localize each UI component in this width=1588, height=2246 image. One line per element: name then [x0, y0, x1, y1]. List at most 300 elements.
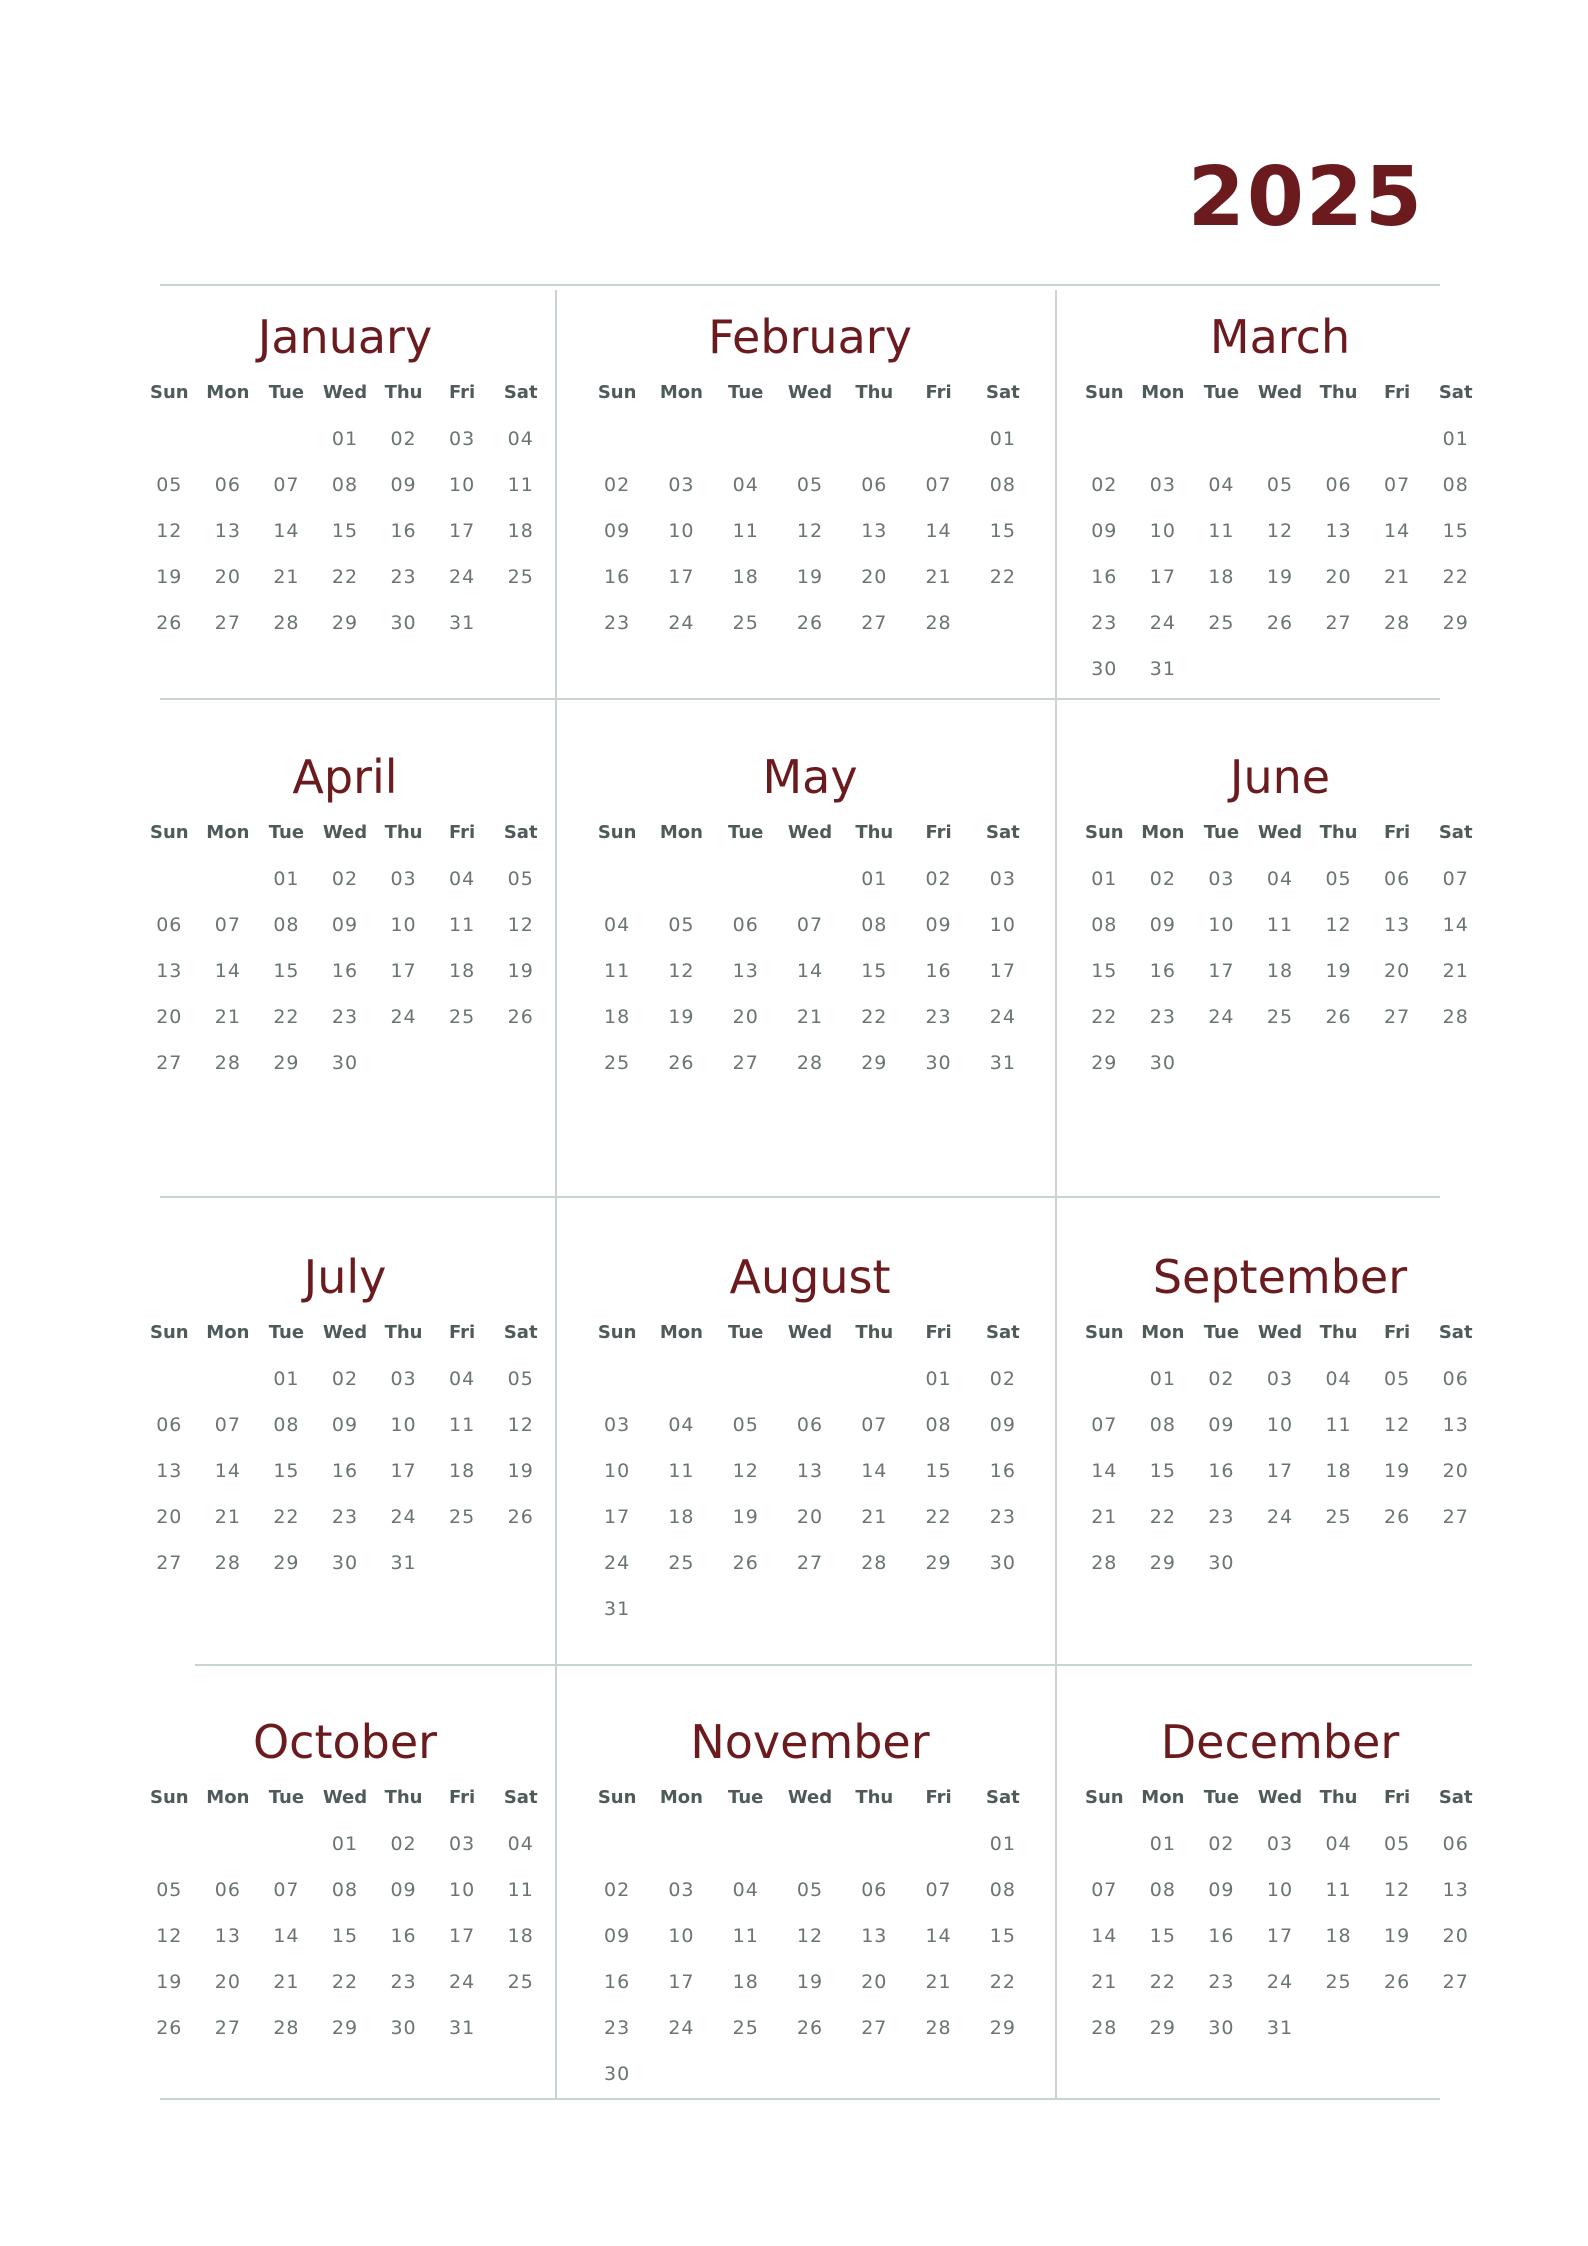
day-cell: 09 — [331, 914, 359, 936]
weekday-header — [1075, 1787, 1485, 1808]
day-cell: 02 — [331, 868, 359, 890]
day-cell: 26 — [1266, 612, 1294, 634]
day-cell: 18 — [668, 1506, 695, 1528]
day-cell: 06 — [214, 1879, 241, 1901]
day-cell: 29 — [1442, 612, 1469, 634]
weekday-label: Mon — [206, 822, 250, 843]
day-cell: 02 — [604, 474, 631, 496]
day-cell: 16 — [390, 1925, 417, 1947]
day-cell: 03 — [989, 868, 1016, 890]
weekday-label: Sun — [1084, 382, 1124, 403]
day-cell: 04 — [449, 868, 476, 890]
day-cell: 26 — [796, 612, 824, 634]
day-cell: 28 — [796, 1052, 824, 1074]
day-cell: 13 — [732, 960, 759, 982]
day-cell: 06 — [156, 1414, 183, 1436]
day-cell: 13 — [796, 1460, 824, 1482]
day-cell: 22 — [1091, 1006, 1118, 1028]
day-cell: 12 — [507, 1414, 534, 1436]
day-cell: 21 — [925, 1971, 952, 1993]
day-cell: 23 — [331, 1506, 359, 1528]
day-cell: 06 — [1442, 1368, 1469, 1390]
day-cell: 14 — [214, 1460, 241, 1482]
empty-cell — [778, 428, 842, 450]
weekday-label: Sun — [597, 1322, 637, 1343]
day-cell: 02 — [989, 1368, 1016, 1390]
day-cell: 04 — [1325, 1833, 1352, 1855]
weekday-label: Thu — [855, 1787, 894, 1808]
day-cell: 09 — [1208, 1879, 1235, 1901]
empty-cell — [649, 1833, 713, 1855]
day-cell: 05 — [796, 474, 824, 496]
day-cell: 04 — [732, 474, 759, 496]
day-cell: 11 — [449, 914, 476, 936]
day-cell: 23 — [1091, 612, 1118, 634]
day-cell: 01 — [273, 1368, 300, 1390]
day-cell: 18 — [449, 1460, 476, 1482]
day-cell: 02 — [1149, 868, 1176, 890]
day-cell: 24 — [390, 1506, 417, 1528]
weekday-label: Mon — [659, 1322, 703, 1343]
weekday-label: Sat — [503, 1322, 538, 1343]
empty-cell — [906, 428, 970, 450]
weekday-label: Tue — [1203, 1322, 1240, 1343]
day-cell: 08 — [331, 474, 359, 496]
weekday-label: Fri — [449, 1787, 476, 1808]
day-cell: 05 — [1384, 1833, 1411, 1855]
day-cell: 13 — [1384, 914, 1411, 936]
empty-cell — [778, 868, 842, 890]
day-cell: 07 — [273, 1879, 300, 1901]
weekday-label: Thu — [1319, 822, 1358, 843]
weekday-label: Mon — [1141, 822, 1185, 843]
day-cell: 17 — [1208, 960, 1235, 982]
day-cell: 11 — [668, 1460, 695, 1482]
day-cell: 06 — [861, 474, 888, 496]
divider-row-2 — [160, 1196, 1440, 1198]
day-cell: 24 — [604, 1552, 631, 1574]
divider-row-3 — [195, 1664, 1472, 1666]
day-cell: 02 — [390, 1833, 417, 1855]
day-cell: 29 — [1149, 1552, 1176, 1574]
weekday-label: Thu — [1319, 1787, 1358, 1808]
day-cell: 21 — [1384, 566, 1411, 588]
day-cell: 21 — [925, 566, 952, 588]
day-cell: 01 — [331, 428, 359, 450]
day-cell: 25 — [449, 1006, 476, 1028]
weekday-label: Sat — [985, 382, 1020, 403]
day-cell: 23 — [925, 1006, 952, 1028]
day-cell: 09 — [1091, 520, 1118, 542]
day-grid — [140, 868, 550, 1074]
day-cell: 09 — [604, 520, 631, 542]
day-cell: 30 — [390, 2017, 417, 2039]
day-cell: 17 — [390, 960, 417, 982]
day-cell: 23 — [989, 1506, 1016, 1528]
day-cell: 11 — [732, 520, 759, 542]
day-cell: 17 — [989, 960, 1016, 982]
day-cell: 06 — [861, 1879, 888, 1901]
day-cell: 01 — [861, 868, 888, 890]
empty-cell — [585, 1368, 649, 1390]
day-cell: 22 — [861, 1006, 888, 1028]
weekday-label: Fri — [449, 1322, 476, 1343]
day-cell: 21 — [273, 1971, 300, 1993]
day-cell: 10 — [449, 474, 476, 496]
day-cell: 28 — [214, 1052, 241, 1074]
day-cell: 12 — [156, 1925, 183, 1947]
day-cell: 25 — [732, 612, 759, 634]
day-cell: 22 — [989, 566, 1016, 588]
day-cell: 13 — [214, 520, 241, 542]
day-cell: 17 — [1149, 566, 1176, 588]
day-cell: 30 — [1091, 658, 1118, 680]
weekday-label: Wed — [787, 1787, 833, 1808]
day-grid — [140, 428, 550, 634]
empty-cell — [842, 1833, 906, 1855]
month-september — [1075, 1240, 1485, 1620]
day-cell: 16 — [1149, 960, 1176, 982]
day-cell: 03 — [1266, 1368, 1294, 1390]
day-cell: 08 — [861, 914, 888, 936]
day-cell: 23 — [1149, 1006, 1176, 1028]
day-cell: 04 — [668, 1414, 695, 1436]
day-cell: 07 — [1091, 1879, 1118, 1901]
day-cell: 09 — [1208, 1414, 1235, 1436]
day-cell: 28 — [1442, 1006, 1469, 1028]
day-cell: 30 — [1208, 1552, 1235, 1574]
day-cell: 19 — [1266, 566, 1294, 588]
day-cell: 16 — [1208, 1460, 1235, 1482]
weekday-label: Mon — [1141, 1322, 1185, 1343]
weekday-label: Sat — [1438, 1787, 1473, 1808]
weekday-label: Mon — [206, 1787, 250, 1808]
day-cell: 09 — [390, 474, 417, 496]
day-cell: 19 — [156, 566, 183, 588]
day-cell: 20 — [1325, 566, 1352, 588]
empty-cell — [140, 868, 199, 890]
weekday-label: Sun — [1084, 1322, 1124, 1343]
day-cell: 03 — [604, 1414, 631, 1436]
day-cell: 10 — [1266, 1879, 1294, 1901]
day-cell: 25 — [604, 1052, 631, 1074]
day-cell: 08 — [273, 1414, 300, 1436]
day-cell: 24 — [1266, 1506, 1294, 1528]
day-cell: 11 — [507, 474, 534, 496]
weekday-label: Fri — [449, 822, 476, 843]
day-cell: 19 — [1384, 1460, 1411, 1482]
day-cell: 11 — [604, 960, 631, 982]
day-cell: 30 — [390, 612, 417, 634]
day-cell: 17 — [668, 1971, 695, 1993]
weekday-label: Wed — [1257, 382, 1303, 403]
day-cell: 20 — [214, 1971, 241, 1993]
day-cell: 31 — [449, 612, 476, 634]
weekday-label: Mon — [659, 382, 703, 403]
day-cell: 01 — [273, 868, 300, 890]
empty-cell — [257, 1833, 316, 1855]
day-cell: 01 — [989, 428, 1016, 450]
day-cell: 08 — [989, 1879, 1016, 1901]
day-cell: 28 — [925, 2017, 952, 2039]
day-cell: 11 — [1325, 1414, 1352, 1436]
day-cell: 13 — [156, 1460, 183, 1482]
empty-cell — [1075, 1368, 1134, 1390]
day-cell: 15 — [989, 520, 1016, 542]
day-cell: 05 — [1384, 1368, 1411, 1390]
day-cell: 12 — [1384, 1879, 1411, 1901]
day-grid — [140, 1833, 550, 2039]
weekday-header — [585, 1322, 1035, 1343]
day-cell: 05 — [732, 1414, 759, 1436]
empty-cell — [585, 868, 649, 890]
weekday-label: Thu — [384, 1322, 423, 1343]
day-cell: 15 — [273, 960, 300, 982]
empty-cell — [585, 428, 649, 450]
day-cell: 17 — [449, 520, 476, 542]
day-cell: 24 — [989, 1006, 1016, 1028]
day-cell: 11 — [1325, 1879, 1352, 1901]
weekday-label: Tue — [268, 1322, 305, 1343]
day-cell: 13 — [861, 520, 888, 542]
empty-cell — [199, 1833, 258, 1855]
day-cell: 01 — [1149, 1833, 1176, 1855]
month-name: February — [708, 310, 912, 364]
weekday-label: Tue — [268, 822, 305, 843]
weekday-header — [1075, 1322, 1485, 1343]
day-cell: 15 — [925, 1460, 952, 1482]
day-cell: 26 — [156, 612, 183, 634]
day-cell: 19 — [507, 960, 534, 982]
day-cell: 06 — [156, 914, 183, 936]
day-cell: 12 — [156, 520, 183, 542]
day-cell: 27 — [1442, 1506, 1469, 1528]
weekday-label: Sat — [503, 1787, 538, 1808]
day-cell: 08 — [273, 914, 300, 936]
day-grid — [1075, 1833, 1485, 2039]
day-cell: 17 — [604, 1506, 631, 1528]
day-cell: 16 — [331, 960, 359, 982]
day-cell: 14 — [925, 1925, 952, 1947]
day-cell: 08 — [1091, 914, 1118, 936]
day-cell: 15 — [861, 960, 888, 982]
day-cell: 18 — [732, 566, 759, 588]
day-cell: 20 — [214, 566, 241, 588]
day-cell: 05 — [1325, 868, 1352, 890]
day-cell: 07 — [273, 474, 300, 496]
day-cell: 27 — [1442, 1971, 1469, 1993]
day-cell: 13 — [1442, 1879, 1469, 1901]
day-cell: 14 — [1384, 520, 1411, 542]
day-cell: 05 — [507, 1368, 534, 1390]
month-name: March — [1209, 310, 1351, 364]
day-cell: 10 — [989, 914, 1016, 936]
day-cell: 10 — [604, 1460, 631, 1482]
day-cell: 29 — [331, 2017, 359, 2039]
day-cell: 29 — [861, 1052, 888, 1074]
day-cell: 31 — [390, 1552, 417, 1574]
day-cell: 15 — [1091, 960, 1118, 982]
day-cell: 04 — [507, 428, 534, 450]
day-cell: 31 — [604, 1598, 631, 1620]
day-cell: 16 — [390, 520, 417, 542]
day-cell: 25 — [668, 1552, 695, 1574]
weekday-label: Wed — [322, 1787, 368, 1808]
divider-top — [160, 284, 1440, 286]
weekday-label: Sun — [1084, 1787, 1124, 1808]
day-cell: 26 — [1384, 1971, 1411, 1993]
weekday-label: Sun — [149, 382, 189, 403]
day-cell: 17 — [668, 566, 695, 588]
empty-cell — [778, 1833, 842, 1855]
weekday-label: Sat — [985, 1787, 1020, 1808]
day-cell: 13 — [861, 1925, 888, 1947]
day-cell: 07 — [1091, 1414, 1118, 1436]
weekday-label: Sun — [1084, 822, 1124, 843]
day-cell: 25 — [732, 2017, 759, 2039]
day-cell: 17 — [1266, 1925, 1294, 1947]
day-cell: 15 — [1442, 520, 1469, 542]
empty-cell — [1368, 428, 1427, 450]
weekday-header — [585, 1787, 1035, 1808]
weekday-label: Sat — [985, 822, 1020, 843]
day-cell: 01 — [1149, 1368, 1176, 1390]
empty-cell — [714, 868, 778, 890]
day-cell: 29 — [273, 1552, 300, 1574]
day-cell: 04 — [1208, 474, 1235, 496]
weekday-header — [1075, 822, 1485, 843]
day-cell: 18 — [1208, 566, 1235, 588]
day-cell: 26 — [1325, 1006, 1352, 1028]
day-cell: 30 — [925, 1052, 952, 1074]
day-cell: 14 — [1091, 1460, 1118, 1482]
day-cell: 06 — [1325, 474, 1352, 496]
weekday-label: Tue — [268, 382, 305, 403]
weekday-label: Wed — [322, 382, 368, 403]
day-cell: 02 — [1208, 1368, 1235, 1390]
weekday-header — [1075, 382, 1485, 403]
day-cell: 27 — [156, 1052, 183, 1074]
day-cell: 22 — [1442, 566, 1469, 588]
day-cell: 06 — [732, 914, 759, 936]
day-cell: 30 — [989, 1552, 1016, 1574]
day-cell: 12 — [1266, 520, 1294, 542]
day-cell: 12 — [796, 1925, 824, 1947]
day-cell: 20 — [156, 1506, 183, 1528]
day-cell: 19 — [796, 566, 824, 588]
day-cell: 13 — [156, 960, 183, 982]
day-cell: 24 — [390, 1006, 417, 1028]
day-cell: 21 — [861, 1506, 888, 1528]
weekday-label: Thu — [855, 382, 894, 403]
day-cell: 03 — [390, 868, 417, 890]
day-cell: 19 — [668, 1006, 695, 1028]
month-name: November — [690, 1715, 930, 1769]
day-cell: 22 — [1149, 1971, 1176, 1993]
month-january — [140, 300, 550, 680]
day-cell: 08 — [1442, 474, 1469, 496]
weekday-label: Sat — [503, 822, 538, 843]
day-cell: 15 — [273, 1460, 300, 1482]
day-cell: 29 — [989, 2017, 1016, 2039]
day-cell: 17 — [390, 1460, 417, 1482]
day-cell: 31 — [449, 2017, 476, 2039]
day-cell: 03 — [1208, 868, 1235, 890]
day-cell: 19 — [156, 1971, 183, 1993]
day-cell: 01 — [331, 1833, 359, 1855]
day-cell: 20 — [861, 566, 888, 588]
day-cell: 26 — [796, 2017, 824, 2039]
empty-cell — [649, 428, 713, 450]
day-cell: 07 — [925, 474, 952, 496]
day-cell: 25 — [1325, 1506, 1352, 1528]
day-cell: 23 — [604, 612, 631, 634]
day-cell: 22 — [273, 1006, 300, 1028]
day-cell: 20 — [156, 1006, 183, 1028]
day-cell: 27 — [796, 1552, 824, 1574]
day-cell: 24 — [1149, 612, 1176, 634]
day-cell: 26 — [507, 1506, 534, 1528]
day-cell: 07 — [1384, 474, 1411, 496]
empty-cell — [199, 428, 258, 450]
month-name: September — [1152, 1250, 1408, 1304]
weekday-label: Tue — [728, 382, 764, 403]
day-cell: 21 — [214, 1006, 241, 1028]
month-name: January — [257, 310, 433, 364]
year-title: 2025 — [1187, 150, 1424, 245]
month-july — [140, 1240, 550, 1620]
day-cell: 05 — [507, 868, 534, 890]
day-cell: 19 — [1325, 960, 1352, 982]
day-cell: 21 — [1091, 1971, 1118, 1993]
empty-cell — [842, 428, 906, 450]
weekday-header — [585, 382, 1035, 403]
day-cell: 05 — [668, 914, 695, 936]
empty-cell — [714, 1368, 778, 1390]
day-cell: 04 — [1325, 1368, 1352, 1390]
day-cell: 10 — [1149, 520, 1176, 542]
month-name: August — [729, 1250, 891, 1304]
day-cell: 17 — [449, 1925, 476, 1947]
day-cell: 30 — [331, 1052, 359, 1074]
empty-cell — [199, 868, 258, 890]
day-cell: 13 — [1325, 520, 1352, 542]
day-cell: 16 — [604, 566, 631, 588]
day-cell: 27 — [732, 1052, 759, 1074]
empty-cell — [649, 868, 713, 890]
weekday-label: Sat — [503, 382, 538, 403]
empty-cell — [257, 428, 316, 450]
day-cell: 10 — [1266, 1414, 1294, 1436]
month-november — [585, 1705, 1035, 2085]
day-cell: 09 — [989, 1414, 1016, 1436]
day-cell: 19 — [732, 1506, 759, 1528]
day-cell: 09 — [390, 1879, 417, 1901]
day-cell: 13 — [214, 1925, 241, 1947]
weekday-label: Mon — [206, 382, 250, 403]
weekday-header — [140, 1322, 550, 1343]
day-cell: 18 — [604, 1006, 631, 1028]
day-cell: 28 — [925, 612, 952, 634]
empty-cell — [585, 1833, 649, 1855]
day-cell: 24 — [1266, 1971, 1294, 1993]
weekday-label: Thu — [1319, 1322, 1358, 1343]
empty-cell — [1075, 428, 1134, 450]
weekday-label: Sun — [597, 822, 637, 843]
divider-row-1 — [160, 698, 1440, 700]
day-cell: 29 — [925, 1552, 952, 1574]
day-cell: 27 — [214, 2017, 241, 2039]
